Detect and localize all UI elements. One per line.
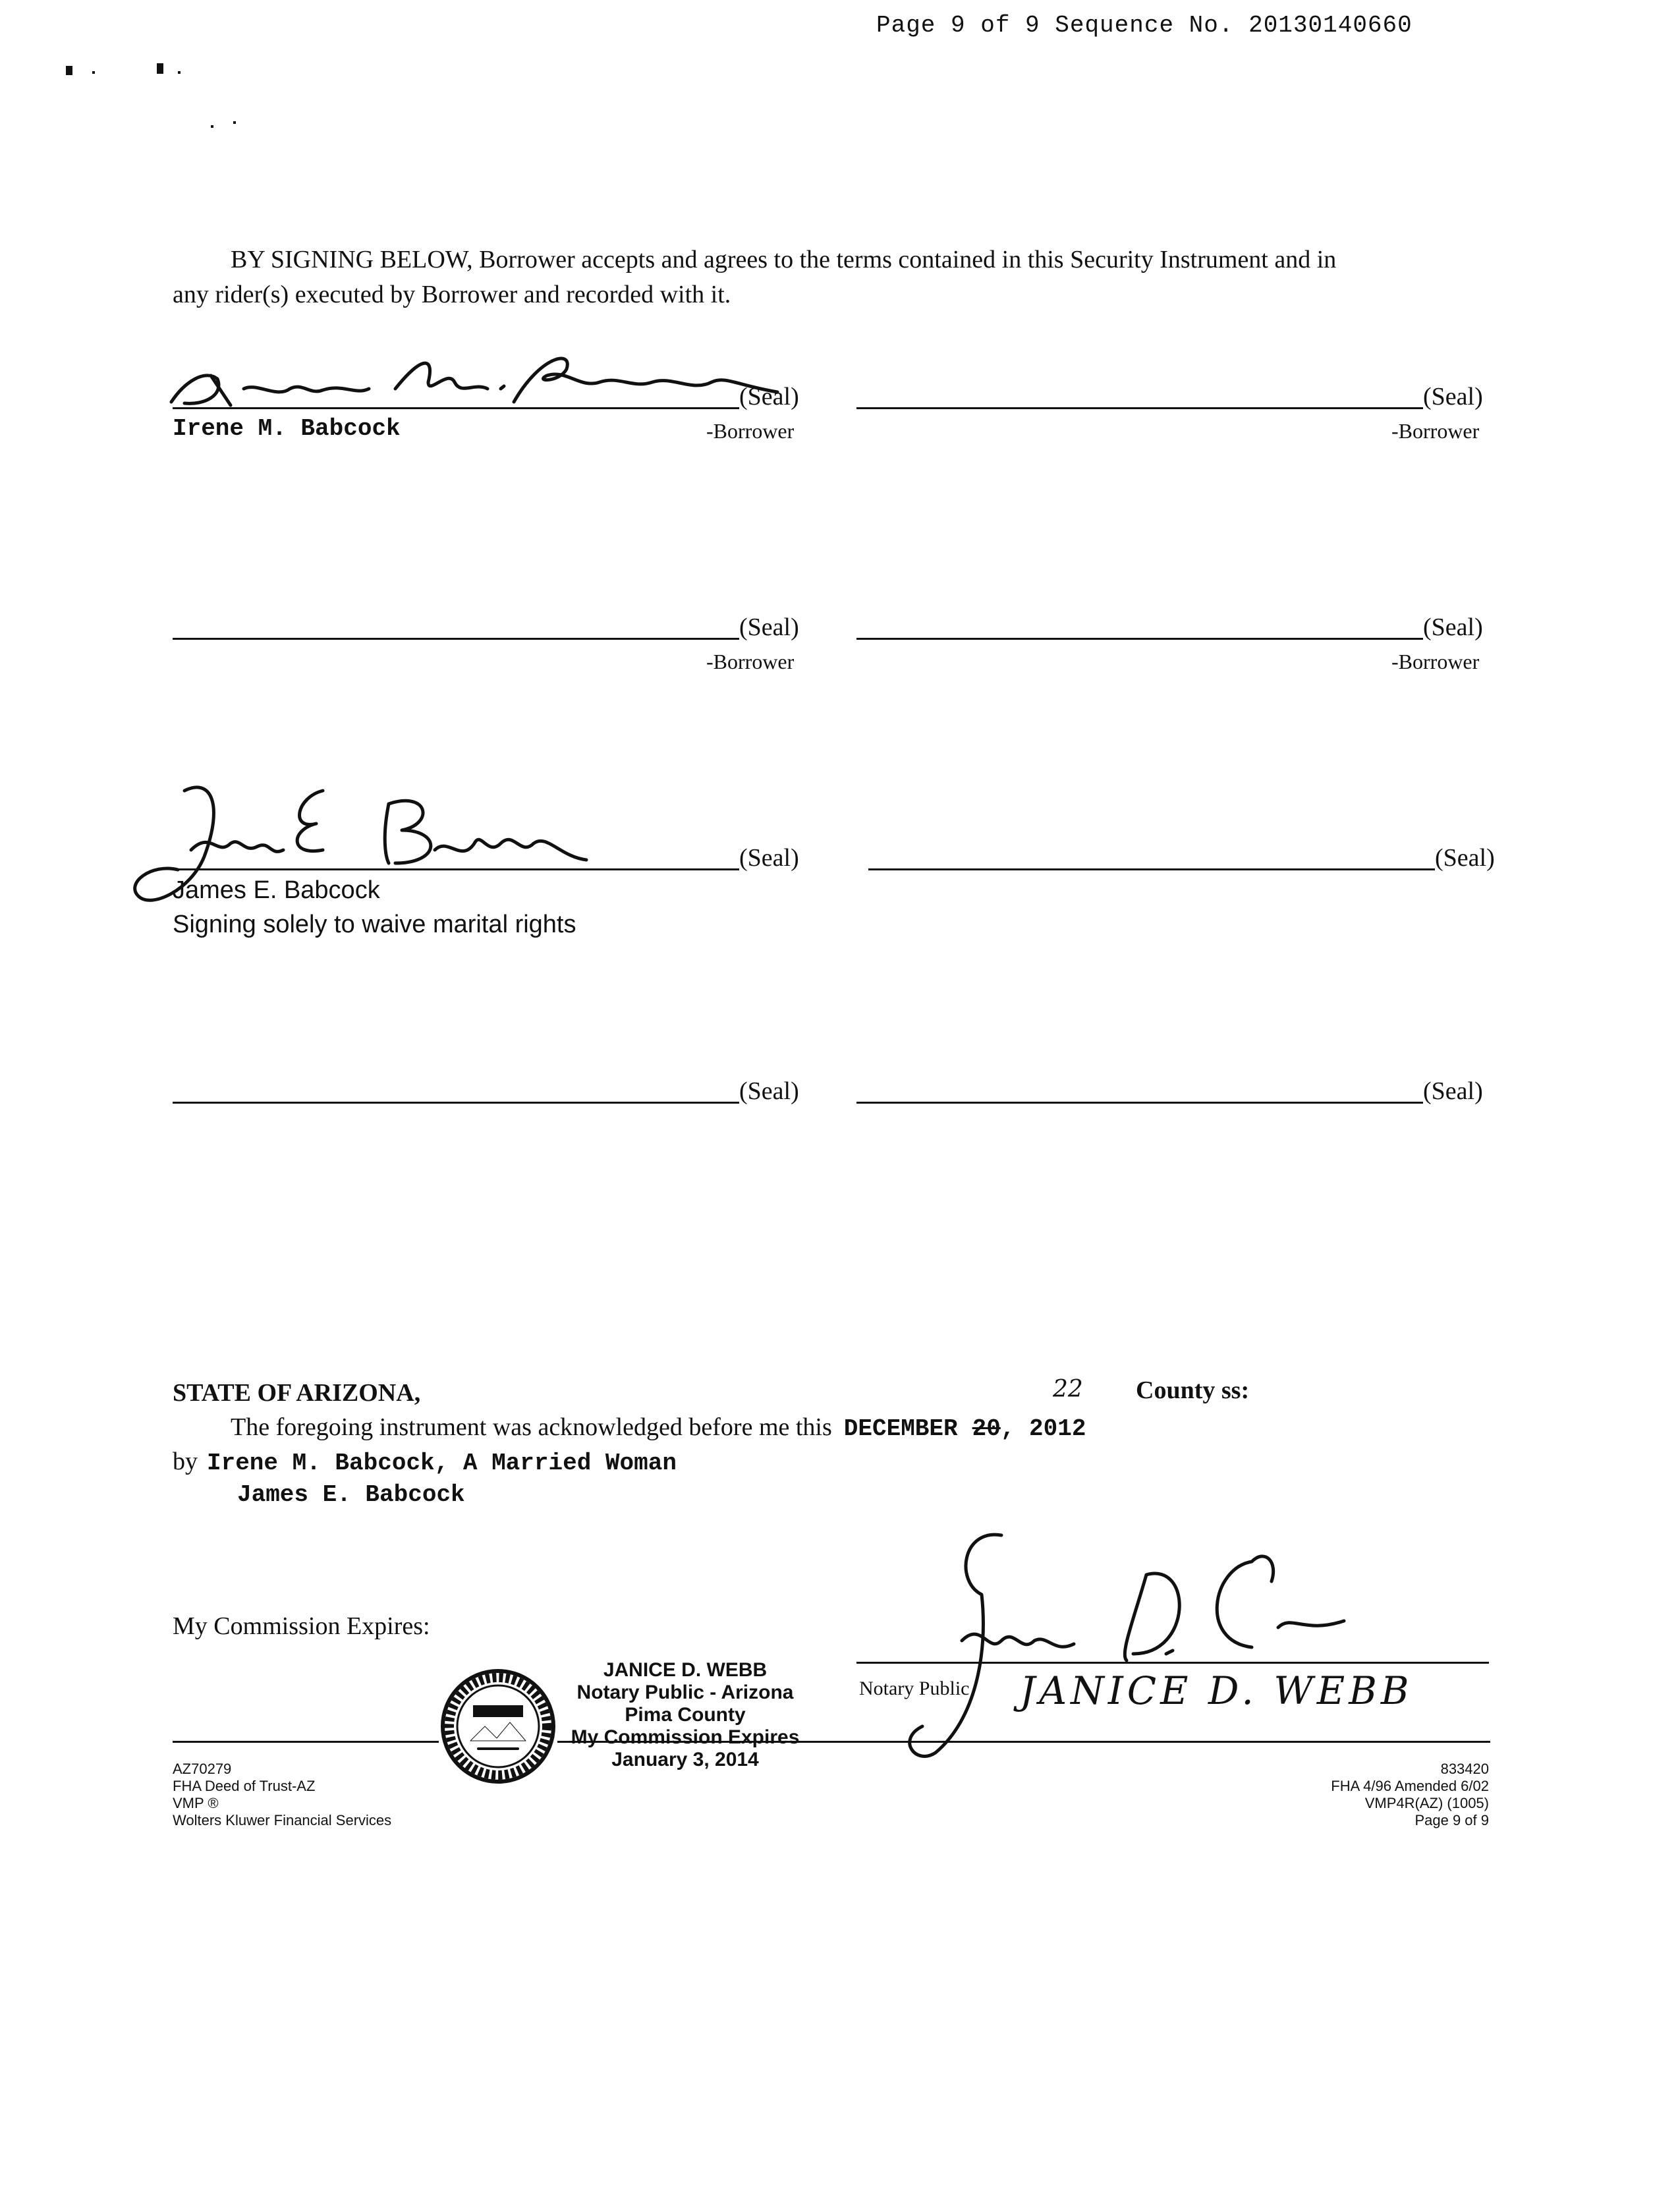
stamp-expires-label: My Commission Expires <box>571 1726 800 1748</box>
footer-vmp-code: VMP4R(AZ) (1005) <box>1364 1795 1489 1811</box>
state-heading: STATE OF ARIZONA, <box>173 1379 421 1407</box>
borrower-name-irene: Irene M. Babcock <box>173 415 401 442</box>
by-names-2: James E. Babcock <box>237 1481 465 1508</box>
by-label: by <box>173 1448 198 1475</box>
seal-label-6: (Seal) <box>1435 844 1495 872</box>
footer-left <box>173 1761 391 1829</box>
notary-public-label: Notary Public <box>859 1678 970 1699</box>
seal-label-4: (Seal) <box>1423 613 1483 641</box>
stamp-county: Pima County <box>625 1704 746 1726</box>
signature-line-8 <box>856 1102 1423 1104</box>
acknowledged-by-line <box>173 1447 677 1477</box>
signature-line-7 <box>173 1102 739 1104</box>
notary-printed-name-handwritten: JANICE D. WEBB <box>1020 1668 1413 1713</box>
seal-label-5: (Seal) <box>739 844 799 872</box>
footer-right <box>1160 1761 1489 1829</box>
intro-line-2: any rider(s) executed by Borrower and recorded with it. <box>173 281 731 308</box>
county-ss-label: County ss: <box>1136 1376 1250 1404</box>
borrower-label-4: -Borrower <box>1391 650 1480 673</box>
signature-line-6 <box>868 868 1435 870</box>
seal-label-1: (Seal) <box>739 383 799 410</box>
ack-month: DECEMBER <box>843 1415 958 1442</box>
signature-line-borrower-3 <box>173 638 739 640</box>
stamp-name: JANICE D. WEBB <box>603 1659 768 1681</box>
footer-form-title: FHA Deed of Trust-AZ <box>173 1778 316 1794</box>
footer-form-code: AZ70279 <box>173 1761 232 1777</box>
ack-text: The foregoing instrument was acknowledged before me this <box>231 1413 832 1441</box>
seal-label-3: (Seal) <box>739 613 799 641</box>
notary-lower-line <box>173 1741 1490 1743</box>
borrower-label-2: -Borrower <box>1391 419 1480 443</box>
footer-page: Page 9 of 9 <box>1414 1812 1489 1828</box>
ack-day-struck: 20 <box>972 1415 1001 1442</box>
commission-expires-label: My Commission Expires: <box>173 1612 430 1640</box>
seal-label-2: (Seal) <box>1423 383 1483 410</box>
notary-seal-image <box>439 1667 557 1786</box>
seal-label-7: (Seal) <box>739 1077 799 1105</box>
stamp-title: Notary Public - Arizona <box>576 1682 794 1703</box>
borrower-label-3: -Borrower <box>706 650 795 673</box>
county-day-handwritten: 22 <box>1053 1376 1083 1403</box>
intro-line-1: BY SIGNING BELOW, Borrower accepts and agrees to the terms contained in this Security Instrument and in <box>231 246 1337 273</box>
scan-speckles <box>66 59 237 171</box>
footer-fha-amended: FHA 4/96 Amended 6/02 <box>1331 1778 1489 1794</box>
signer-note: Signing solely to waive marital rights <box>173 911 576 938</box>
signature-notary <box>883 1522 1384 1766</box>
notary-stamp <box>560 1659 810 1771</box>
footer-doc-number: 833420 <box>1440 1761 1489 1777</box>
signer-name-james: James E. Babcock <box>173 876 380 904</box>
ack-year: , 2012 <box>1000 1415 1086 1442</box>
stamp-expires-date: January 3, 2014 <box>611 1749 759 1770</box>
signature-line-borrower-4 <box>856 638 1423 640</box>
footer-vmp: VMP ® <box>173 1795 219 1811</box>
acknowledgment-line <box>231 1413 1086 1442</box>
by-names: Irene M. Babcock, A Married Woman <box>207 1450 677 1477</box>
signature-line-borrower-2 <box>856 407 1423 409</box>
seal-label-8: (Seal) <box>1423 1077 1483 1105</box>
borrower-label-1: -Borrower <box>706 419 795 443</box>
footer-publisher: Wolters Kluwer Financial Services <box>173 1812 392 1828</box>
page-sequence-header: Page 9 of 9 Sequence No. 20130140660 <box>876 12 1413 39</box>
